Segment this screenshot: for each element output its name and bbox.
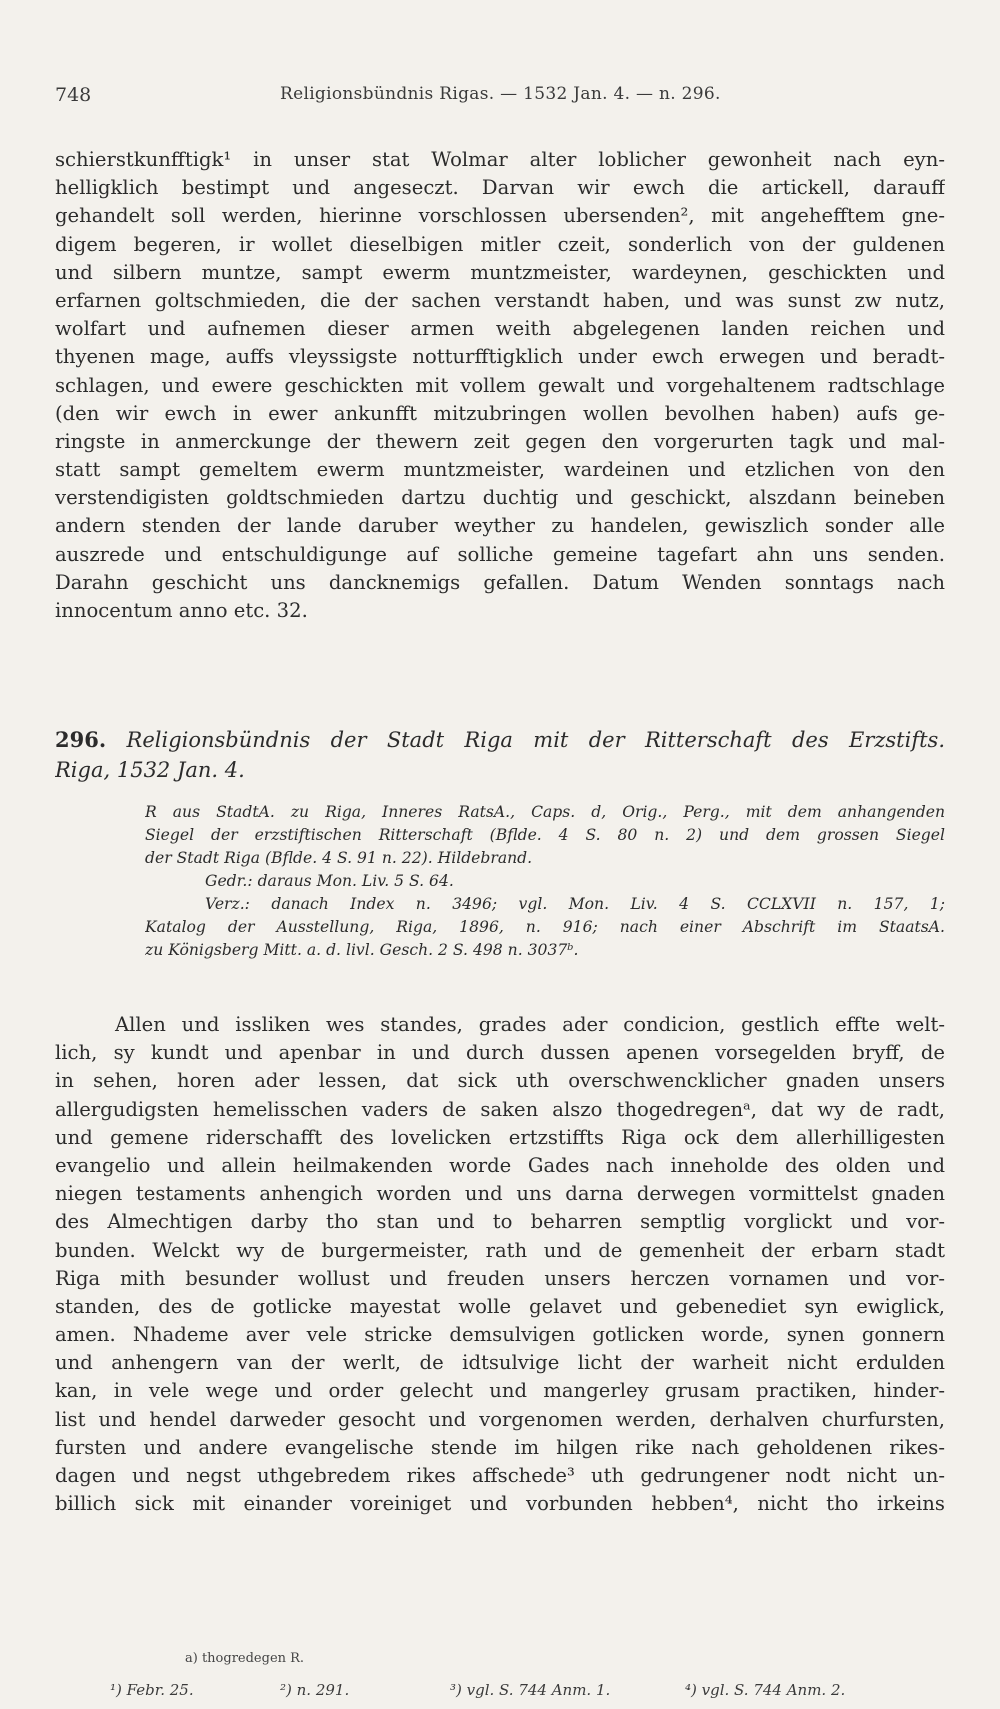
text-line: innocentum anno etc. 32. [55,599,308,622]
text-line: kan, in vele wege und order gelecht und mangerley grusam practiken, hinder- [55,1379,945,1403]
text-line: bunden. Welckt wy de burgermeister, rath und de gemenheit der erbarn stadt [55,1238,945,1262]
text-line: dagen und negst uthgebredem rikes affschede³ uth gedrungener nodt nicht un- [55,1464,945,1487]
text-line: verstendigisten goldtschmieden dartzu duchtig und geschickt, alszdann beineben [55,486,945,510]
text-line: in sehen, horen ader lessen, dat sick uth overschwencklicher gnaden unsers [55,1069,945,1093]
text-line: ringste in anmerckunge der thewern zeit gegen den vorgerurten tagk und mal- [55,429,945,453]
text-line: und anhengern van der werlt, de idtsulvige licht der warheit nicht erdulden [55,1351,945,1375]
document-date: Riga, 1532 Jan. 4. [55,758,245,782]
text-block-document [55,1011,945,1518]
text-line: Darahn geschicht uns dancknemigs gefallen. Datum Wenden sonntags nach [55,570,945,594]
source-notes [145,801,945,962]
footnote-2: ²) n. 291. [280,1681,350,1699]
printed-edition: Gedr.: daraus Mon. Liv. 5 S. 64. [205,872,454,890]
document-number: 296. [55,727,107,752]
source-line: Siegel der erzstiftischen Ritterschaft (Bflde. 4 S. 80 n. 2) und dem grossen Siegel [145,826,945,844]
footnote-4: ⁴) vgl. S. 744 Anm. 2. [685,1681,846,1699]
text-line: Allen und issliken wes standes, grades ader condicion, gestlich effte welt- [115,1013,945,1036]
text-line: thyenen mage, auffs vleyssigste notturfftigklich under ewch erwegen und beradt- [55,345,945,369]
text-line: auszrede und entschuldigunge auf solliche gemeine tagefart ahn uns senden. [55,542,945,566]
text-line: niegen testaments anhengich worden und uns darna derwegen vormittelst gnaden [55,1182,945,1206]
text-line: standen, des de gotlicke mayestat wolle gelavet und gebenediet syn ewiglick, [55,1294,945,1318]
text-line: allergudigsten hemelisschen vaders de saken alszo thogedregenᵃ, dat wy de radt, [55,1097,945,1121]
text-line: wolfart und aufnemen dieser armen weith abgelegenen landen reichen und [55,317,945,341]
text-line: lich, sy kundt und apenbar in und durch dussen apenen vorsegelden bryff, de [55,1041,945,1065]
footnote-a: a) thogredegen R. [185,1651,305,1666]
text-line: helligklich bestimpt und angeseczt. Darvan wir ewch die artickell, darauff [55,176,945,200]
text-line: digem begeren, ir wollet dieselbigen mitler czeit, sonderlich von der guldenen [55,232,945,256]
text-line: amen. Nhademe aver vele stricke demsulvigen gotlicken worde, synen gonnern [55,1323,945,1347]
text-line: (den wir ewch in ewer ankunfft mitzubringen wollen bevolhen haben) aufs ge- [55,401,945,425]
text-line: schlagen, und ewere geschickten mit vollem gewalt und vorgehaltenem radtschlage [55,373,945,397]
register-line: Katalog der Ausstellung, Riga, 1896, n. 916; nach einer Abschrift im StaatsA. [145,918,945,936]
text-line: und gemene riderschafft des lovelicken ertzstiffts Riga ock dem allerhilligesten [55,1125,945,1149]
register-line: Verz.: danach Index n. 3496; vgl. Mon. Liv. 4 S. CCLXVII n. 157, 1; [205,895,945,913]
text-line: list und hendel darweder gesocht und vorgenomen werden, derhalven churfursten, [55,1407,945,1431]
running-title: Religionsbündnis Rigas. — 1532 Jan. 4. — n. 296. [280,84,721,104]
text-line: erfarnen goltschmieden, die der sachen verstandt haben, und was sunst zw nutz, [55,288,945,312]
footnotes [110,1681,930,1703]
text-line: Riga mith besunder wollust und freuden unsers herczen vornamen und vor- [55,1266,945,1290]
text-line: schierstkunfftigk¹ in unser stat Wolmar alter loblicher gewonheit nach eyn- [55,148,945,171]
text-line: andern stenden der lande daruber weyther zu handelen, gewiszlich sonder alle [55,514,945,538]
title-line [55,725,945,755]
footnote-3: ³) vgl. S. 744 Anm. 1. [450,1681,611,1699]
text-line: billich sick mit einander voreiniget und vorbunden hebben⁴, nicht tho irkeins [55,1492,945,1516]
text-line: statt sampt gemeltem ewerm muntzmeister, wardeinen und etzlichen von den [55,458,945,482]
source-line: R aus StadtA. zu Riga, Inneres RatsA., Caps. d, Orig., Perg., mit dem anhangenden [145,803,945,821]
source-line: der Stadt Riga (Bflde. 4 S. 91 n. 22). Hildebrand. [145,849,533,867]
register-line: zu Königsberg Mitt. a. d. livl. Gesch. 2 S. 498 n. 3037ᵇ. [145,941,579,959]
document-title-text: Religionsbündnis der Stadt Riga mit der Ritterschaft des Erzstifts. [126,728,945,752]
footnote-1: ¹) Febr. 25. [110,1681,194,1699]
text-line: evangelio und allein heilmakenden worde Gades nach inneholde des olden und [55,1153,945,1177]
page-number: 748 [55,84,92,106]
document-title [55,725,945,785]
text-block-continued [55,146,945,625]
text-line: des Almechtigen darby tho stan und to beharren semptlig vorglickt und vor- [55,1210,945,1234]
text-line: und silbern muntze, sampt ewerm muntzmeister, wardeynen, geschickten und [55,260,945,284]
text-line: gehandelt soll werden, hierinne vorschlossen ubersenden², mit angehefftem gne- [55,204,945,228]
text-line: fursten und andere evangelische stende im hilgen rike nach geholdenen rikes- [55,1435,945,1459]
